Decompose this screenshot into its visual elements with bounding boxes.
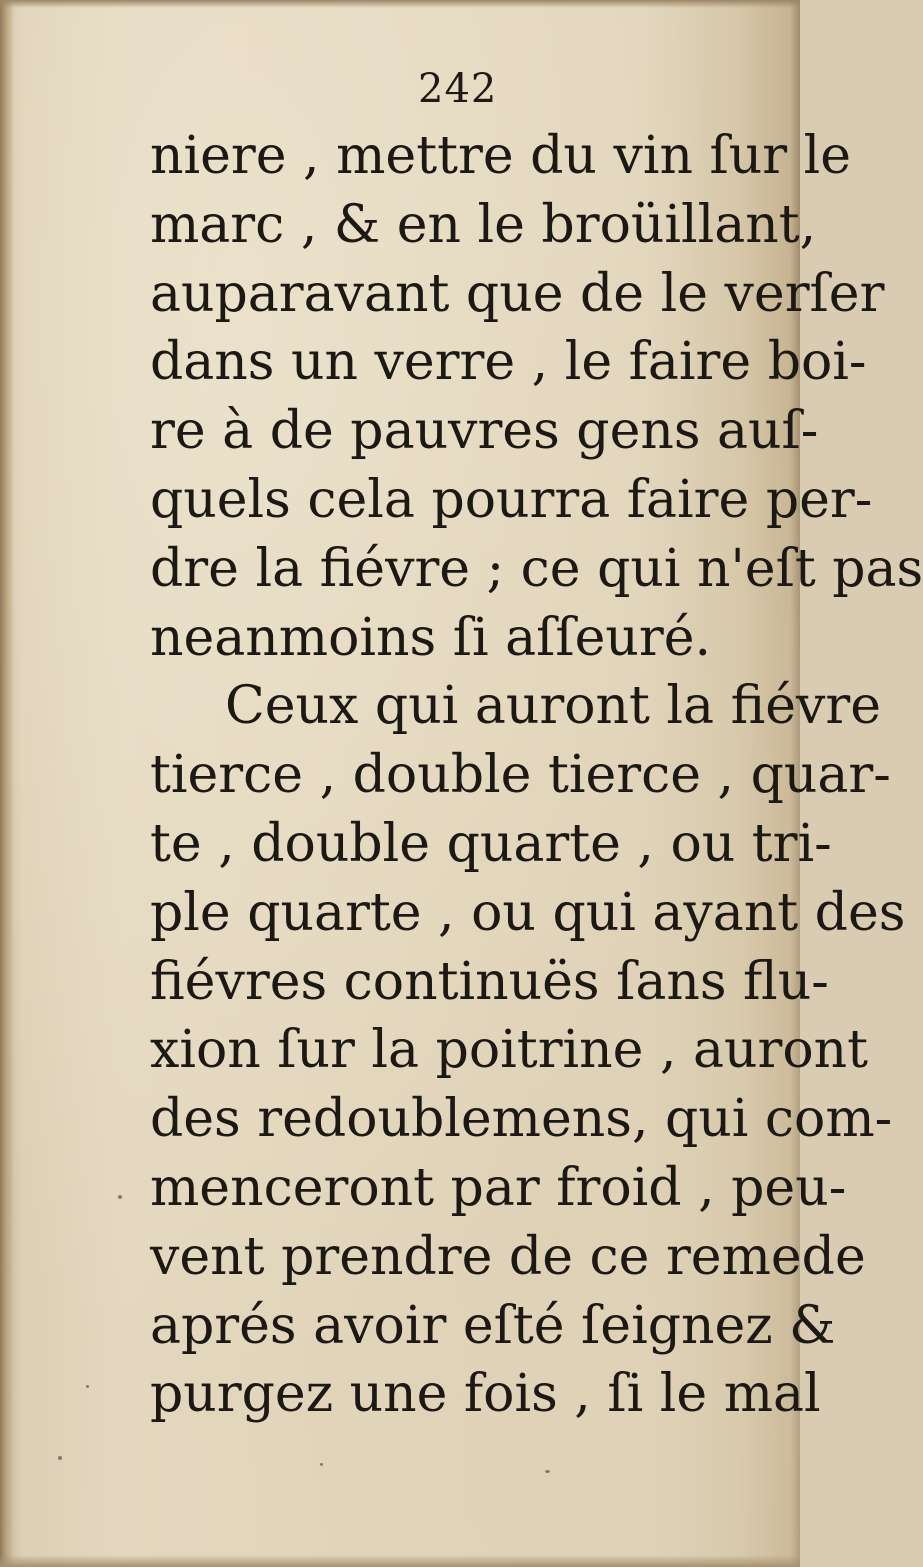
text-line: marc , & en le broüillant, xyxy=(150,194,817,255)
ink-speck xyxy=(58,1456,62,1460)
text-line: tierce , double tierce , quar- xyxy=(150,745,891,806)
text-line: re à de pauvres gens auſ- xyxy=(150,401,819,462)
text-line: ple quarte , ou qui ayant des xyxy=(150,882,906,943)
ink-speck xyxy=(545,1470,550,1473)
ink-speck xyxy=(118,1195,122,1199)
page-binding-edge xyxy=(0,0,14,1567)
text-line: te , double quarte , ou tri- xyxy=(150,813,832,874)
text-line: quels cela pourra faire per- xyxy=(150,469,873,530)
paragraph-start-line: Ceux qui auront la fiévre xyxy=(225,676,882,737)
text-line: des redoublemens, qui com- xyxy=(150,1089,893,1150)
paragraph-end-line: neanmoins ſi aſſeuré. xyxy=(150,607,712,668)
body-text xyxy=(150,122,923,1429)
ink-speck xyxy=(320,1463,323,1466)
text-line: niere , mettre du vin ſur le xyxy=(150,126,852,186)
text-line: menceront par froid , peu- xyxy=(150,1157,847,1218)
page-bottom-edge xyxy=(0,1555,800,1567)
text-line: vent prendre de ce remede xyxy=(150,1226,866,1287)
text-line: fiévres continuës ſans flu- xyxy=(150,951,829,1012)
text-line: dans un verre , le faire boi- xyxy=(150,332,867,393)
text-line: dre la fiévre ; ce qui n'eſt pas xyxy=(150,538,923,599)
text-line: aprés avoir eſté ſeignez & xyxy=(150,1295,836,1356)
page-top-edge xyxy=(0,0,800,8)
text-line: xion ſur la poitrine , auront xyxy=(150,1020,869,1081)
ink-speck xyxy=(86,1385,89,1388)
text-line: purgez une fois , ſi le mal xyxy=(150,1364,821,1425)
page-number: 242 xyxy=(418,66,498,112)
text-line: auparavant que de le verſer xyxy=(150,263,885,324)
